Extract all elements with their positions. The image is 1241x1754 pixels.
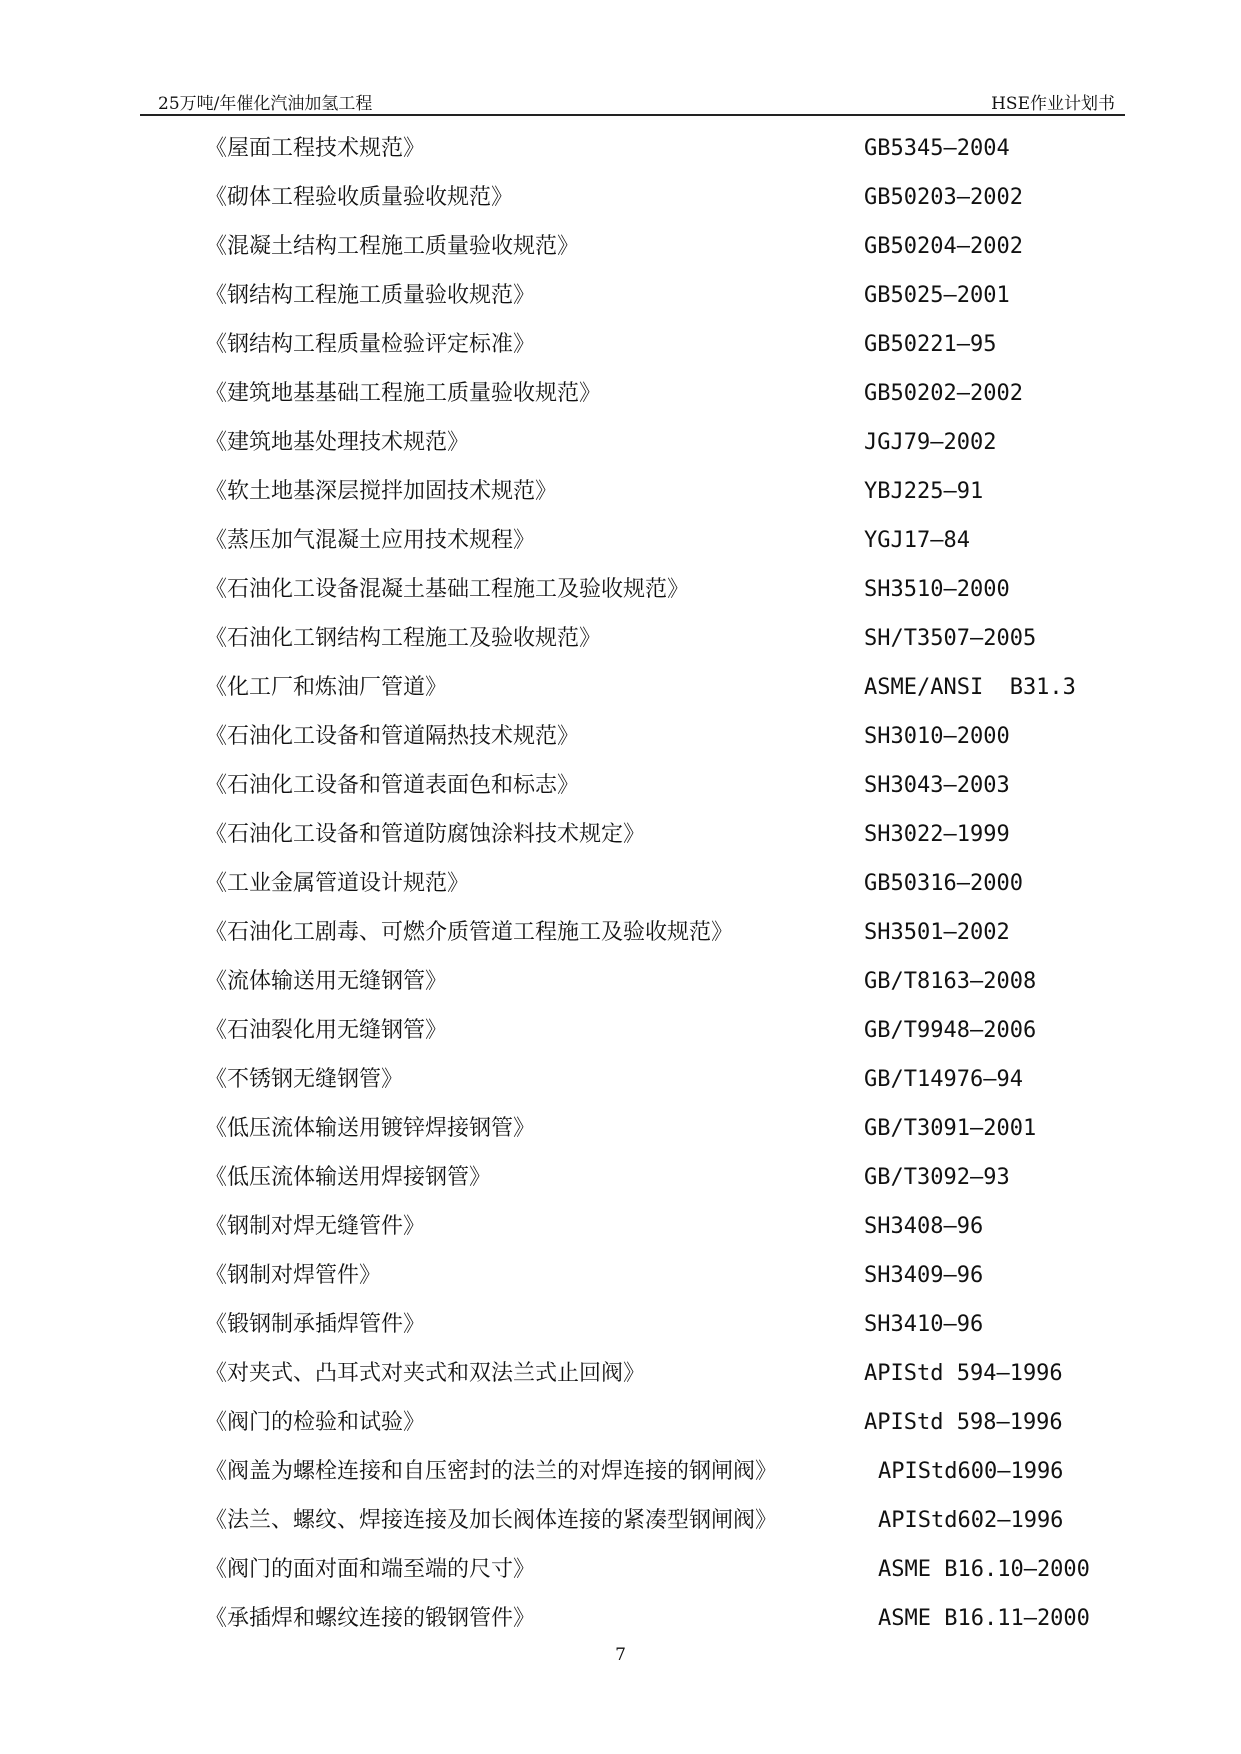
standard-title: 《低压流体输送用焊接钢管》 xyxy=(205,1165,492,1190)
standard-code: GB50221—95 xyxy=(864,332,997,357)
standard-code: GB5345—2004 xyxy=(864,136,1010,161)
standard-row xyxy=(0,1349,1241,1398)
standard-title: 《阀门的面对面和端至端的尺寸》 xyxy=(205,1557,536,1582)
standard-title: 《石油化工设备和管道隔热技术规范》 xyxy=(205,724,580,749)
standard-code: SH/T3507—2005 xyxy=(864,626,1037,651)
standard-code: SH3510—2000 xyxy=(864,577,1010,602)
standard-row xyxy=(0,1055,1241,1104)
standard-title: 《混凝土结构工程施工质量验收规范》 xyxy=(205,234,580,259)
standard-row xyxy=(0,516,1241,565)
standard-code: SH3409—96 xyxy=(864,1263,984,1288)
standard-code: GB/T3092—93 xyxy=(864,1165,1010,1190)
standard-code: APIStd602—1996 xyxy=(878,1508,1064,1533)
page-number: 7 xyxy=(615,1645,626,1665)
standard-row xyxy=(0,1104,1241,1153)
standard-title: 《低压流体输送用镀锌焊接钢管》 xyxy=(205,1116,536,1141)
standard-title: 《阀盖为螺栓连接和自压密封的法兰的对焊连接的钢闸阀》 xyxy=(205,1459,778,1484)
standard-title: 《石油化工剧毒、可燃介质管道工程施工及验收规范》 xyxy=(205,920,734,945)
standards-list xyxy=(0,124,1241,1643)
standard-row xyxy=(0,859,1241,908)
standard-row xyxy=(0,1300,1241,1349)
standard-code: GB/T9948—2006 xyxy=(864,1018,1037,1043)
header-document-title: HSE作业计划书 xyxy=(991,94,1115,114)
standard-title: 《对夹式、凸耳式对夹式和双法兰式止回阀》 xyxy=(205,1361,646,1386)
header-project-title: 25万吨/年催化汽油加氢工程 xyxy=(158,94,373,114)
standard-title: 《软土地基深层搅拌加固技术规范》 xyxy=(205,479,558,504)
standard-row xyxy=(0,418,1241,467)
standard-row xyxy=(0,1447,1241,1496)
standard-title: 《石油化工设备混凝土基础工程施工及验收规范》 xyxy=(205,577,690,602)
standard-row xyxy=(0,1202,1241,1251)
standard-code: YBJ225—91 xyxy=(864,479,984,504)
standard-title: 《不锈钢无缝钢管》 xyxy=(205,1067,404,1092)
standard-title: 《石油化工设备和管道表面色和标志》 xyxy=(205,773,580,798)
standard-title: 《建筑地基基础工程施工质量验收规范》 xyxy=(205,381,602,406)
standard-title: 《石油裂化用无缝钢管》 xyxy=(205,1018,448,1043)
standard-row xyxy=(0,1398,1241,1447)
standard-title: 《钢制对焊管件》 xyxy=(205,1263,382,1288)
standard-title: 《砌体工程验收质量验收规范》 xyxy=(205,185,514,210)
standard-title: 《屋面工程技术规范》 xyxy=(205,136,426,161)
standard-title: 《钢制对焊无缝管件》 xyxy=(205,1214,426,1239)
standard-code: SH3022—1999 xyxy=(864,822,1010,847)
standard-row xyxy=(0,614,1241,663)
standard-row xyxy=(0,1545,1241,1594)
standard-row xyxy=(0,957,1241,1006)
standard-title: 《工业金属管道设计规范》 xyxy=(205,871,470,896)
standard-row xyxy=(0,467,1241,516)
standard-code: GB5025—2001 xyxy=(864,283,1010,308)
standard-code: SH3408—96 xyxy=(864,1214,984,1239)
standard-code: YGJ17—84 xyxy=(864,528,970,553)
standard-title: 《流体输送用无缝钢管》 xyxy=(205,969,448,994)
standard-row xyxy=(0,712,1241,761)
standard-code: GB/T3091—2001 xyxy=(864,1116,1037,1141)
standard-row xyxy=(0,124,1241,173)
standard-row xyxy=(0,1251,1241,1300)
standard-code: SH3010—2000 xyxy=(864,724,1010,749)
standard-title: 《承插焊和螺纹连接的锻钢管件》 xyxy=(205,1606,536,1631)
standard-code: GB50203—2002 xyxy=(864,185,1023,210)
standard-code: ASME/ANSI B31.3 xyxy=(864,675,1076,700)
standard-title: 《建筑地基处理技术规范》 xyxy=(205,430,470,455)
standard-title: 《钢结构工程施工质量验收规范》 xyxy=(205,283,536,308)
standard-code: SH3501—2002 xyxy=(864,920,1010,945)
standard-row xyxy=(0,1006,1241,1055)
standard-code: SH3043—2003 xyxy=(864,773,1010,798)
standard-code: GB50202—2002 xyxy=(864,381,1023,406)
standard-row xyxy=(0,810,1241,859)
standard-code: GB/T14976—94 xyxy=(864,1067,1023,1092)
standard-row xyxy=(0,565,1241,614)
standard-code: GB50204—2002 xyxy=(864,234,1023,259)
standard-row xyxy=(0,320,1241,369)
standard-code: JGJ79—2002 xyxy=(864,430,997,455)
standard-title: 《石油化工钢结构工程施工及验收规范》 xyxy=(205,626,602,651)
standard-row xyxy=(0,761,1241,810)
standard-row xyxy=(0,222,1241,271)
standard-title: 《石油化工设备和管道防腐蚀涂料技术规定》 xyxy=(205,822,646,847)
standard-row xyxy=(0,173,1241,222)
standard-title: 《锻钢制承插焊管件》 xyxy=(205,1312,426,1337)
standard-row xyxy=(0,1594,1241,1643)
standard-row xyxy=(0,663,1241,712)
standard-code: ASME B16.10—2000 xyxy=(878,1557,1090,1582)
standard-row xyxy=(0,1153,1241,1202)
standard-row xyxy=(0,271,1241,320)
standard-title: 《阀门的检验和试验》 xyxy=(205,1410,426,1435)
standard-row xyxy=(0,369,1241,418)
standard-row xyxy=(0,1496,1241,1545)
standard-title: 《钢结构工程质量检验评定标准》 xyxy=(205,332,536,357)
standard-code: GB/T8163—2008 xyxy=(864,969,1037,994)
standard-row xyxy=(0,908,1241,957)
standard-code: APIStd 598—1996 xyxy=(864,1410,1063,1435)
standard-code: GB50316—2000 xyxy=(864,871,1023,896)
standard-code: APIStd 594—1996 xyxy=(864,1361,1063,1386)
standard-title: 《法兰、螺纹、焊接连接及加长阀体连接的紧凑型钢闸阀》 xyxy=(205,1508,778,1533)
standard-title: 《化工厂和炼油厂管道》 xyxy=(205,675,448,700)
standard-code: ASME B16.11—2000 xyxy=(878,1606,1090,1631)
standard-code: APIStd600—1996 xyxy=(878,1459,1064,1484)
standard-code: SH3410—96 xyxy=(864,1312,984,1337)
page-header xyxy=(140,84,1125,116)
standard-title: 《蒸压加气混凝土应用技术规程》 xyxy=(205,528,536,553)
